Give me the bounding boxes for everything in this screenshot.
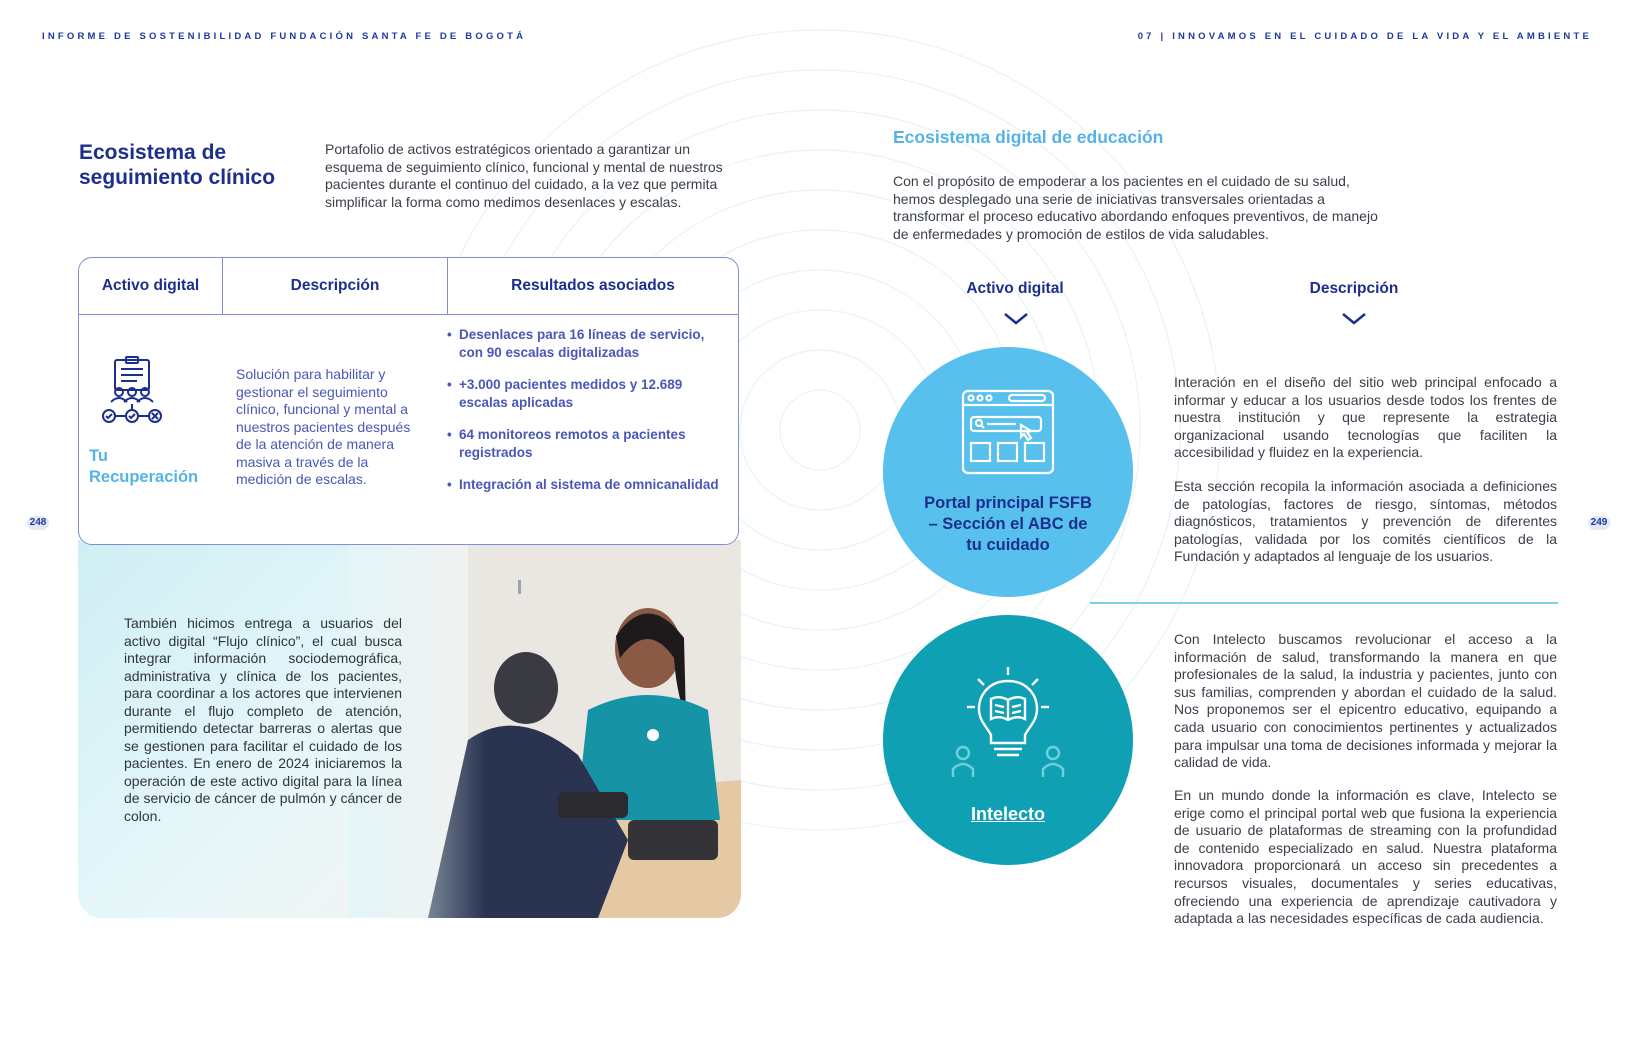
portal-paragraph-2: Esta sección recopila la información asociada a definiciones de patologías, factores de riesgo, síntomas, métodos diagnósticos, tratamientos y prevención de diferentes patologías, validada por los comités científicos de la Fundación y adaptados al lenguaje de los usuarios.: [1174, 478, 1557, 565]
clipboard-team-checklist-icon: [97, 356, 169, 428]
intelecto-paragraph-1: Con Intelecto buscamos revolucionar el acceso a la información de salud, transformando la manera en que profesionales de la salud, la industria y pacientes, junto con sus familias, comprenden y abordan el cuidado de la salud. Nos proponemos ser el epicentro educativo, equipando a cada usuario con conocimientos pertinentes y actualizados para impulsar una toma de decisiones informada y mejorar la calidad de vida.: [1174, 631, 1557, 771]
list-item: • +3.000 pacientes medidos y 12.689 escalas aplicadas: [447, 376, 727, 411]
asset-name-tu-recuperacion: Tu Recuperación: [89, 447, 199, 486]
portal-asset-name: Portal principal FSFB – Sección el ABC de tu cuidado: [924, 494, 1092, 554]
section-title-clinical-followup: Ecosistema de seguimiento clínico: [79, 141, 276, 189]
lightbulb-book-icon: [951, 665, 1065, 781]
chevron-down-icon: [1003, 312, 1029, 326]
results-list: [447, 326, 727, 509]
photo-card: [78, 540, 741, 918]
asset-description: Solución para habilitar y gestionar el seguimiento clínico, funcional y mental a nuestros pacientes después de la atención de manera masiva a través de la medición de escalas.: [236, 366, 411, 487]
section-title-education: Ecosistema digital de educación: [893, 127, 1164, 147]
section-intro-clinical-followup: Portafolio de activos estratégicos orientado a garantizar un esquema de seguimiento clínico, funcional y mental de nuestros pacientes durante el continuo del cuidado, a la vez que permita simplificar la forma como medimos desenlaces y escalas.: [325, 141, 723, 210]
table-header-results: Resultados asociados: [511, 277, 675, 294]
page-number-right: 249: [1588, 516, 1610, 530]
table-header-asset: Activo digital: [101, 277, 200, 294]
intelecto-asset-name: Intelecto: [970, 804, 1045, 824]
column-header-description: Descripción: [1309, 280, 1399, 297]
chevron-down-icon: [1341, 312, 1367, 326]
table-header-description: Descripción: [290, 277, 380, 294]
portal-asset-circle: [883, 347, 1133, 597]
header-report-title: INFORME DE SOSTENIBILIDAD FUNDACIÓN SANTA FE DE BOGOTÁ: [42, 31, 527, 42]
list-item: • 64 monitoreos remotos a pacientes registrados: [447, 426, 727, 461]
flujo-clinico-paragraph: También hicimos entrega a usuarios del activo digital “Flujo clínico”, el cual busca integrar información sociodemográfica, administrativa y clínica de los pacientes, para coordinar a los actores que intervienen durante el flujo completo de atención, permitiendo detectar barreras o alertas que se gestionen para facilitar el cuidado de los pacientes. En enero de 2024 iniciaremos la operación de este activo digital para la línea de servicio de cáncer de pulmón y cáncer de colon.: [124, 615, 402, 824]
web-browser-icon: [961, 389, 1055, 475]
column-header-asset: Activo digital: [966, 280, 1064, 297]
list-item: • Desenlaces para 16 líneas de servicio, con 90 escalas digitalizadas: [447, 326, 727, 361]
intelecto-paragraph-2: En un mundo donde la información es clave, Intelecto se erige como el principal portal web que fusiona la experiencia de usuario de plataformas de streaming con la profundidad de contenido especializado en salud. Nuestra plataforma innovadora proporcionará un acceso sin precedentes a recursos visuales, documentales y series educativas, ofreciendo una experiencia de aprendizaje cautivadora y adaptada a las necesidades específicas de cada audiencia.: [1174, 787, 1557, 927]
section-intro-education: Con el propósito de empoderar a los pacientes en el cuidado de su salud, hemos desplegado una serie de iniciativas transversales orientadas a transformar el proceso educativo abordando enfoques preventivos, de manejo de enfermedades y promoción de estilos de vida saludables.: [893, 173, 1378, 242]
table-header-divider: [79, 314, 738, 315]
portal-paragraph-1: Interación en el diseño del sitio web principal enfocado a informar y educar a los usuarios desde todos los frentes de nuestra institución y que represente la estrategia organizacional usando tecnologías que faciliten la accesibilidad y fluidez en la experiencia.: [1174, 374, 1557, 461]
list-item: • Integración al sistema de omnicanalidad: [447, 476, 727, 494]
page-number-left: 248: [27, 516, 49, 530]
digital-assets-table: [78, 257, 739, 545]
header-chapter-title: 07 | INNOVAMOS EN EL CUIDADO DE LA VIDA Y EL AMBIENTE: [1137, 31, 1592, 42]
asset-divider: [1090, 602, 1558, 604]
clinic-photo-illustration: [348, 540, 741, 918]
intelecto-asset-circle: [883, 615, 1133, 865]
